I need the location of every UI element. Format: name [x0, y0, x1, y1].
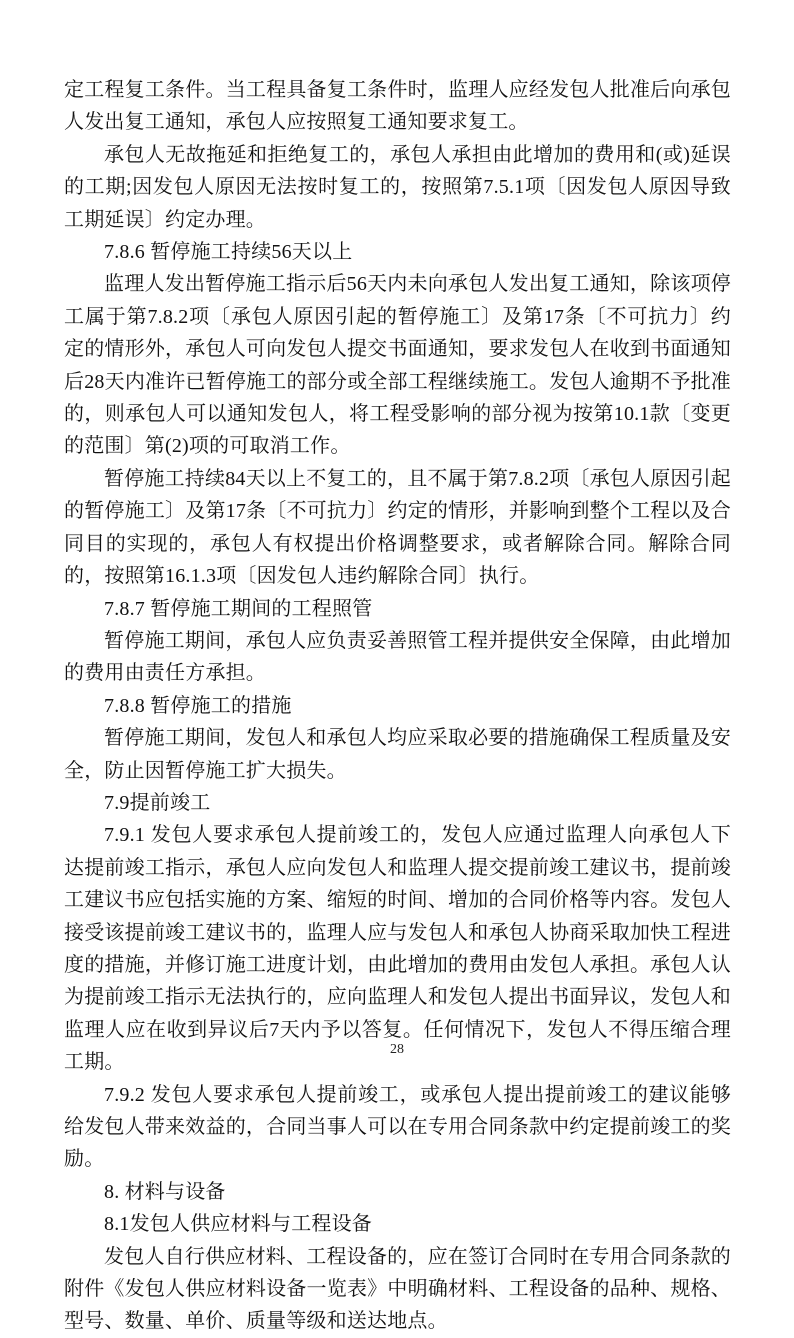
section-heading: 8. 材料与设备 — [104, 1180, 226, 1203]
paragraph: 7.9.1 发包人要求承包人提前竣工的，发包人应通过监理人向承包人下达提前竣工指示，承包人应向发包人和监理人提交提前竣工建议书，提前竣工建议书应包括实施的方案、缩短的时间、增加的合同价格等内容。发包人接受该提前竣工建议书的，监理人应与发包人和承包人协商采取加快工程进度的措施，并修订施工进度计划，由此增加的费用由发包人承担。承包人认为提前竣工指示无法执行的，应向监理人和发包人提出书面异议，发包人和监理人应在收到异议后7天内予以答复。任何情况下，发包人不得压缩合理工期。 — [64, 824, 731, 1074]
section-heading: 8.1发包人供应材料与工程设备 — [104, 1213, 372, 1236]
paragraph: 暂停施工期间，发包人和承包人均应采取必要的措施确保工程质量及安全，防止因暂停施工扩大损失。 — [64, 727, 731, 782]
document-body — [64, 74, 731, 1338]
paragraph: 暂停施工持续84天以上不复工的，且不属于第7.8.2项〔承包人原因引起的暂停施工〕及第17条〔不可抗力〕约定的情形，并影响到整个工程以及合同目的实现的，承包人有权提出价格调整要求，或者解除合同。解除合同的，按照第16.1.3项〔因发包人违约解除合同〕执行。 — [64, 467, 731, 588]
section-heading: 7.9提前竣工 — [104, 791, 211, 814]
section-heading: 7.8.7 暂停施工期间的工程照管 — [104, 597, 373, 620]
paragraph: 承包人无故拖延和拒绝复工的，承包人承担由此增加的费用和(或)延误的工期;因发包人原因无法按时复工的，按照第7.5.1项〔因发包人原因导致工期延误〕约定办理。 — [64, 143, 731, 231]
section-heading: 7.8.6 暂停施工持续56天以上 — [104, 241, 353, 264]
page-number: 28 — [390, 1042, 404, 1057]
paragraph: 暂停施工期间，承包人应负责妥善照管工程并提供安全保障，由此增加的费用由责任方承担。 — [64, 629, 731, 685]
section-heading: 7.8.8 暂停施工的措施 — [104, 694, 292, 717]
paragraph: 发包人自行供应材料、工程设备的，应在签订合同时在专用合同条款的附件《发包人供应材料设备一览表》中明确材料、工程设备的品种、规格、型号、数量、单价、质量等级和送达地点。 — [64, 1245, 731, 1333]
paragraph: 监理人发出暂停施工指示后56天内未向承包人发出复工通知，除该项停工属于第7.8.2项〔承包人原因引起的暂停施工〕及第17条〔不可抗力〕约定的情形外，承包人可向发包人提交书面通知，要求发包人在收到书面通知后28天内准许已暂停施工的部分或全部工程继续施工。发包人逾期不予批准的，则承包人可以通知发包人，将工程受影响的部分视为按第10.1款〔变更的范围〕第(2)项的可取消工作。 — [64, 273, 731, 458]
paragraph: 定工程复工条件。当工程具备复工条件时，监理人应经发包人批准后向承包人发出复工通知，承包人应按照复工通知要求复工。 — [64, 79, 731, 134]
paragraph: 7.9.2 发包人要求承包人提前竣工，或承包人提出提前竣工的建议能够给发包人带来效益的，合同当事人可以在专用合同条款中约定提前竣工的奖励。 — [64, 1083, 731, 1171]
